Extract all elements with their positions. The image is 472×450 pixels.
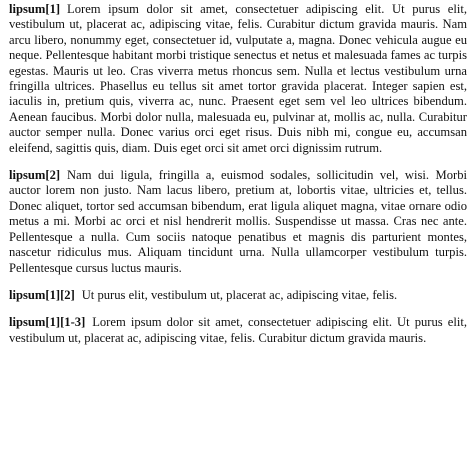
paragraph-label: lipsum[1] — [9, 2, 61, 16]
paragraph-text: Ut purus elit, vestibulum ut, placerat ac, adipiscing vitae, felis. — [81, 287, 398, 302]
paragraph-lipsum-2 — [9, 168, 467, 276]
paragraph-lipsum-1-2 — [9, 288, 467, 303]
document-page — [9, 2, 467, 346]
paragraph-label: lipsum[1][2] — [9, 287, 75, 302]
paragraph-text: Nam dui ligula, fringilla a, euismod sodales, sollicitudin vel, wisi. Morbi auctor lorem non justo. Nam lacus libero, pretium at, lobortis vitae, ultricies et, tellus. Donec aliquet, tortor sed accumsan bibendum, erat ligula aliquet magna, vitae ornare odio metus a mi. Morbi ac orci et nisl hendrerit mollis. Suspendisse ut massa. Cras nec ante. Pellentesque a nulla. Cum sociis natoque penatibus et magnis dis parturient montes, nascetur ridiculus mus. Aliquam tincidunt urna. Nulla ullamcorper vestibulum turpis. Pellentesque cursus luctus mauris. — [9, 168, 467, 275]
paragraph-label: lipsum[1][1-3] — [9, 315, 86, 330]
paragraph-label: lipsum[2] — [9, 168, 61, 183]
paragraph-lipsum-1-1-3 — [9, 315, 467, 346]
paragraph-text: Lorem ipsum dolor sit amet, consectetuer adipiscing elit. Ut purus elit, vestibulum ut, placerat ac, adipiscing vitae, felis. Curabitur dictum gravida mauris. Nam arcu libero, nonummy eget, consectetuer id, vulputate a, magna. Donec vehicula augue eu neque. Pellentesque habitant morbi tristique senectus et netus et malesuada fames ac turpis egestas. Mauris ut leo. Cras viverra metus rhoncus sem. Nulla et lectus vestibulum urna fringilla ultrices. Phasellus eu tellus sit amet tortor gravida placerat. Integer sapien est, iaculis in, pretium quis, viverra ac, nunc. Praesent eget sem vel leo ultrices bibendum. Aenean faucibus. Morbi dolor nulla, malesuada eu, pulvinar at, mollis ac, nulla. Curabitur auctor semper nulla. Donec varius orci eget risus. Duis nibh mi, congue eu, accumsan eleifend, sagittis quis, diam. Duis eget orci sit amet orci dignissim rutrum. — [9, 2, 467, 155]
paragraph-text: Lorem ipsum dolor sit amet, consectetuer adipiscing elit. Ut purus elit, vestibulum ut, placerat ac, adipiscing vitae, felis. Curabitur dictum gravida mauris. — [9, 315, 467, 345]
paragraph-lipsum-1 — [9, 2, 467, 156]
